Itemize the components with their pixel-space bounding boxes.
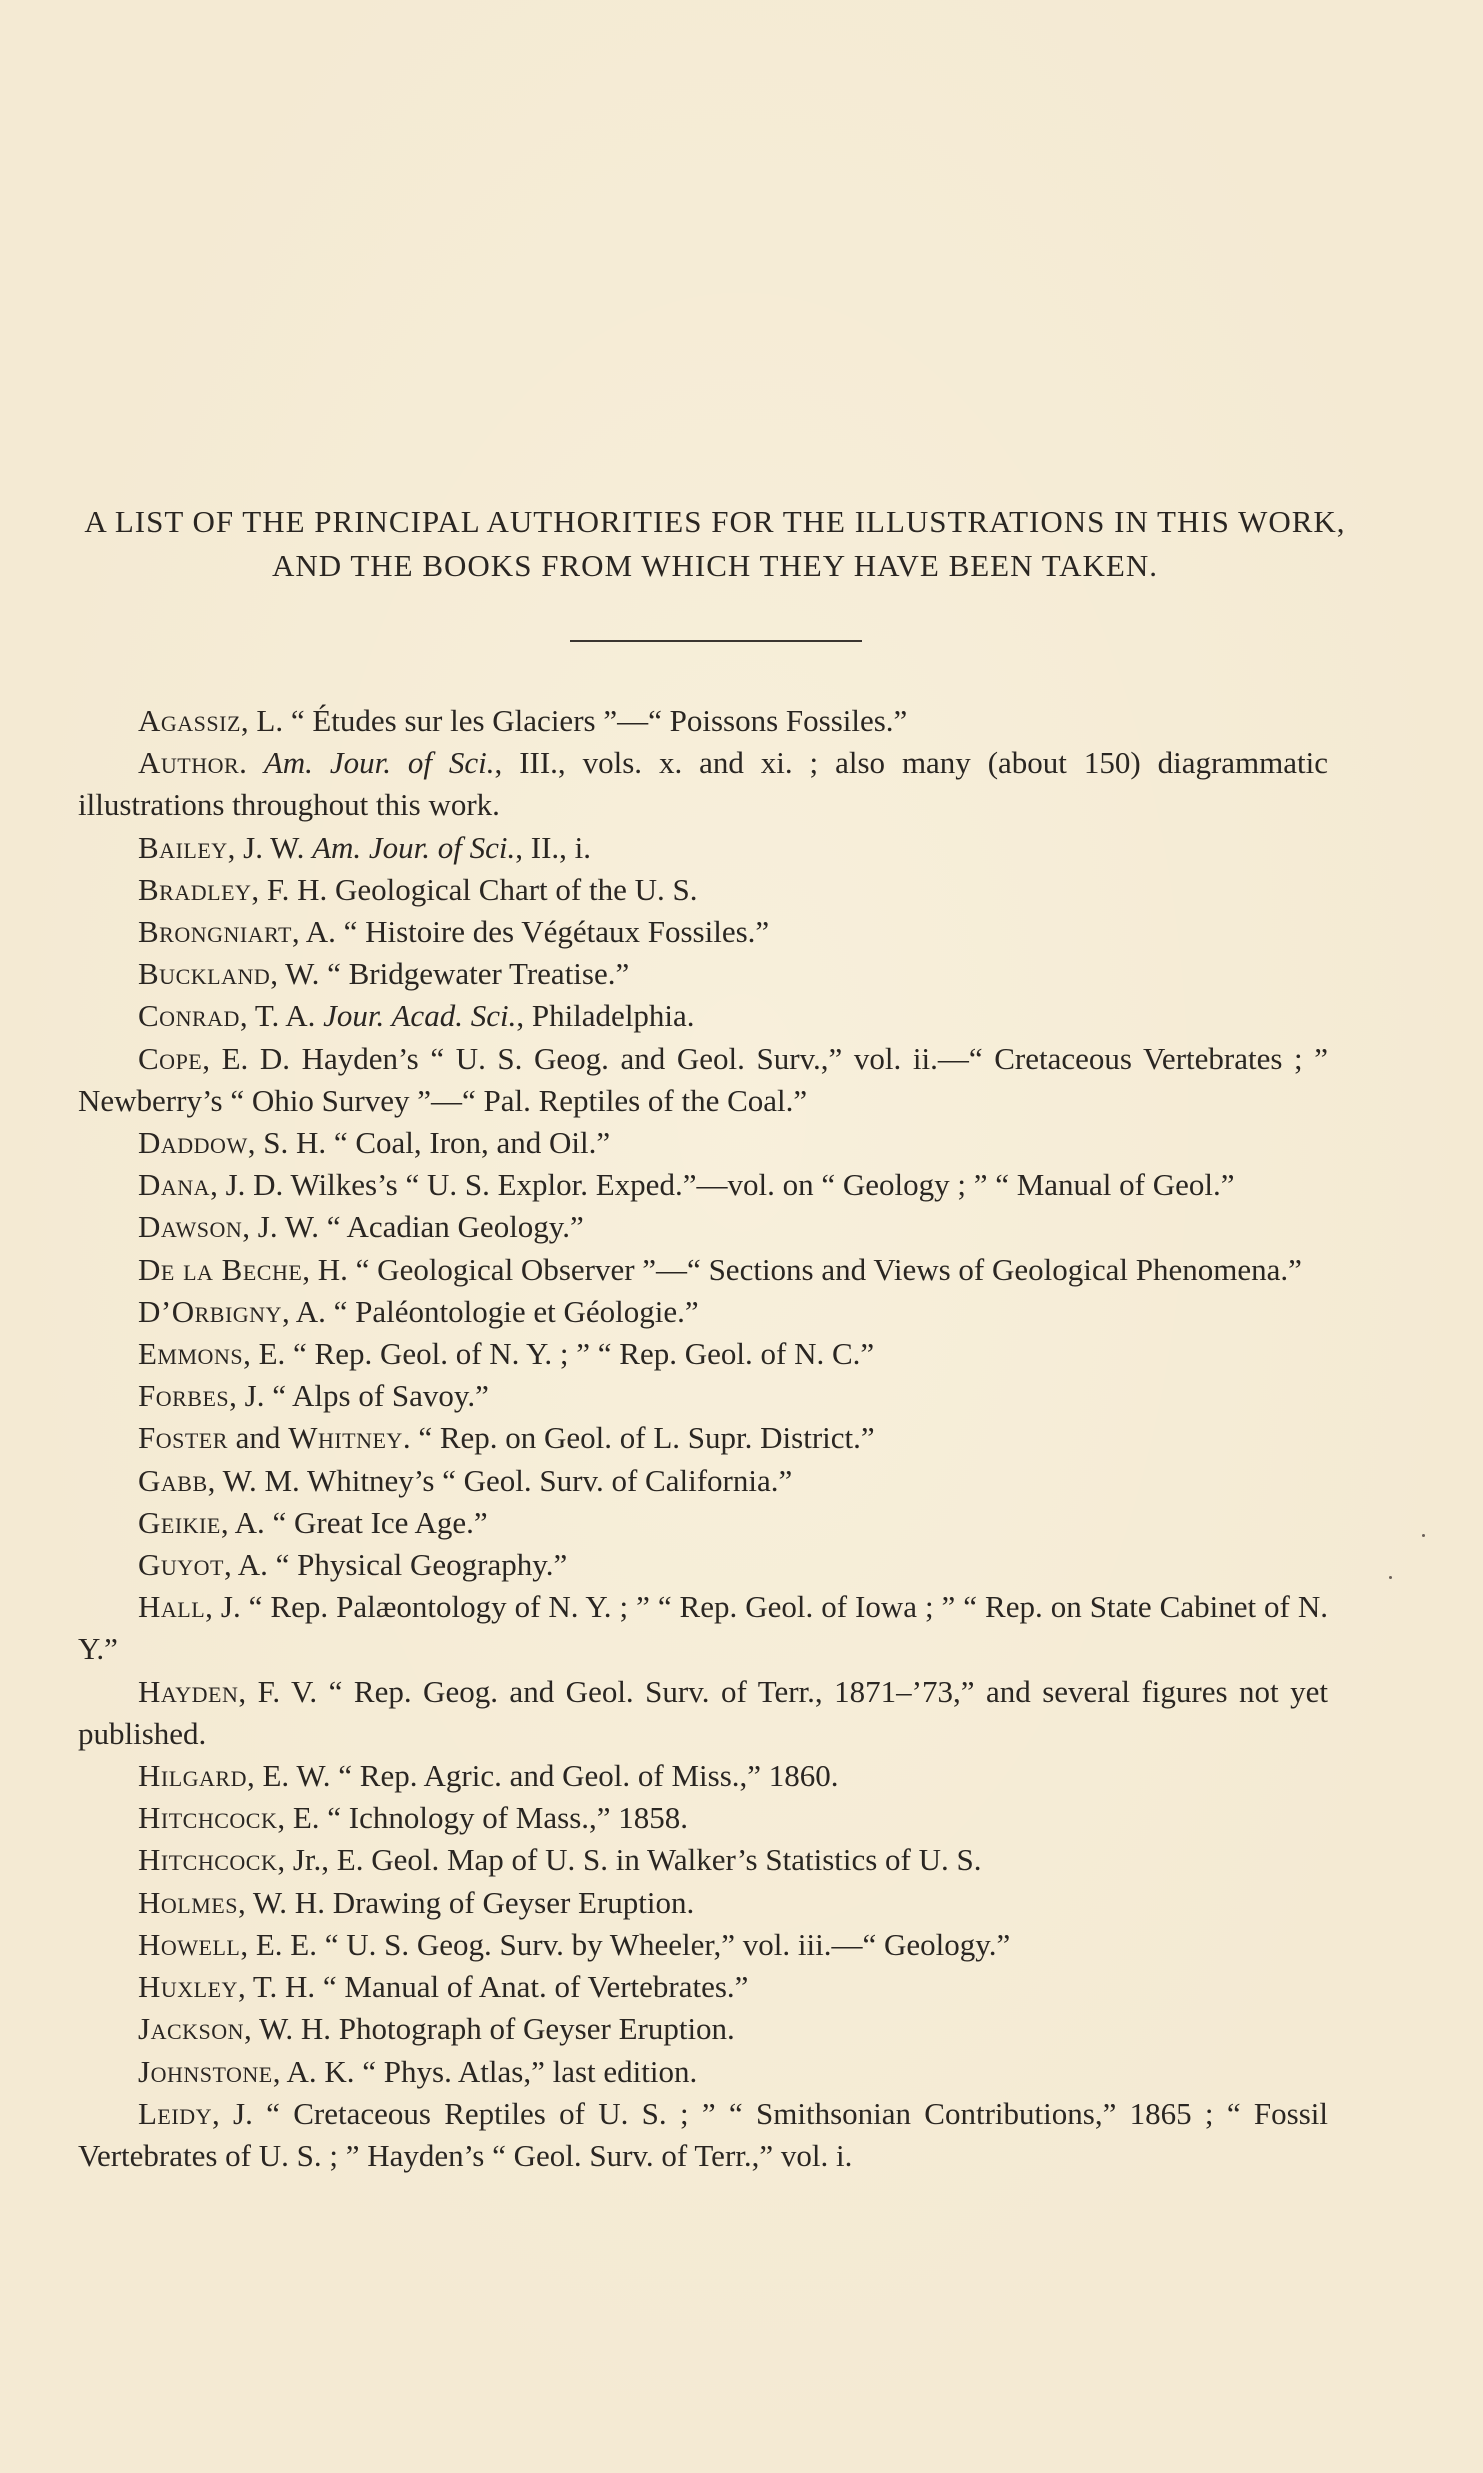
list-item: [78, 1122, 1328, 1164]
entry-text: , E. D. Hayden’s “ U. S. Geog. and Geol. Surv.,” vol. ii.—“ Cretaceous Vertebrates ; ” Newberry’s “ Ohio Survey ”—“ Pal. Reptiles of the Coal.”: [78, 1040, 1328, 1118]
entry-text: , A. “ Great Ice Age.”: [220, 1504, 488, 1540]
journal-title: Am. Jour. of Sci.: [312, 829, 516, 865]
author-name: Dawson: [138, 1209, 243, 1245]
heading-line-2: AND THE BOOKS FROM WHICH THEY HAVE BEEN TAKEN.: [272, 548, 1158, 583]
list-item: [78, 1797, 1328, 1839]
author-name: Whitney: [288, 1420, 403, 1456]
list-item: [78, 1586, 1328, 1670]
entry-text: , T. H. “ Manual of Anat. of Vertebrates.”: [237, 1969, 749, 2005]
entry-text: . “ Rep. on Geol. of L. Supr. District.”: [402, 1420, 875, 1456]
author-name: Geikie: [138, 1504, 221, 1540]
author-name: Foster: [138, 1420, 228, 1456]
author-name: Bailey: [138, 829, 228, 865]
list-item: [78, 953, 1328, 995]
list-item: Author. Am. Jour. of Sci., III., vols. x. and xi. ; also many (about 150) diagrammatic illustrations throughout this work.: [78, 745, 1329, 823]
list-item: [78, 1249, 1328, 1291]
entry-text: , F. H. Geological Chart of the U. S.: [251, 871, 698, 907]
list-item: [78, 1924, 1328, 1966]
list-item: [78, 1291, 1328, 1333]
entry-text: , III., vols. x. and xi. ; also many (about 150) diagrammatic illustrations throughout this work.: [78, 745, 1329, 823]
author-name: Bradley: [138, 871, 252, 907]
list-item: [78, 1839, 1328, 1881]
author-name: De la Beche: [138, 1251, 303, 1287]
list-item: [78, 1544, 1328, 1586]
author-name: Author: [138, 745, 240, 781]
list-item: [78, 2051, 1328, 2093]
list-item: [78, 869, 1328, 911]
heading-line-1: A LIST OF THE PRINCIPAL AUTHORITIES FOR THE ILLUSTRATIONS IN THIS WORK,: [84, 504, 1346, 539]
list-item: [78, 700, 1328, 742]
list-item: [78, 1671, 1328, 1755]
entry-text: , J. W. “ Acadian Geology.”: [242, 1209, 584, 1245]
list-item: Bailey, J. W. Am. Jour. of Sci., II., i.: [138, 829, 592, 865]
entry-text: , J. “ Cretaceous Reptiles of U. S. ; ” “ Smithsonian Contributions,” 1865 ; “ Fossil Vertebrates of U. S. ; ” Hayden’s “ Geol. Surv. of Terr.,” vol. i.: [78, 2095, 1328, 2173]
entry-text: , E. W. “ Rep. Agric. and Geol. of Miss.,” 1860.: [247, 1758, 839, 1794]
entry-text: , W. M. Whitney’s “ Geol. Surv. of California.”: [207, 1462, 793, 1498]
entry-text: , E. “ Rep. Geol. of N. Y. ; ” “ Rep. Geol. of N. C.”: [243, 1336, 875, 1372]
entry-text: , J. “ Alps of Savoy.”: [229, 1378, 489, 1414]
entry-text: , A. “ Physical Geography.”: [224, 1547, 568, 1583]
author-name: Hitchcock: [138, 1800, 278, 1836]
heading-divider: [570, 640, 862, 642]
list-item: [78, 1460, 1328, 1502]
list-item: [78, 1038, 1328, 1122]
entry-text: , S. H. “ Coal, Iron, and Oil.”: [247, 1125, 611, 1161]
entry-text: , W. “ Bridgewater Treatise.”: [270, 956, 630, 992]
entry-text: , A. K. “ Phys. Atlas,” last edition.: [272, 2053, 698, 2089]
author-name: Howell: [138, 1926, 241, 1962]
entry-text: , E. “ Ichnology of Mass.,” 1858.: [277, 1800, 689, 1836]
author-name: Emmons: [138, 1336, 244, 1372]
list-item: [78, 1333, 1328, 1375]
entry-text: , E. E. “ U. S. Geog. Surv. by Wheeler,” vol. iii.—“ Geology.”: [240, 1926, 1011, 1962]
list-item: [78, 1966, 1328, 2008]
author-name: Brongniart: [138, 914, 292, 950]
list-item: [78, 911, 1328, 953]
list-item: Conrad, T. A. Jour. Acad. Sci., Philadelphia.: [138, 998, 695, 1034]
entry-text: , F. V. “ Rep. Geog. and Geol. Surv. of Terr., 1871–’73,” and several figures not yet published.: [78, 1673, 1328, 1751]
list-item: [78, 1206, 1328, 1248]
entry-text: , L. “ Études sur les Glaciers ”—“ Poissons Fossiles.”: [240, 703, 908, 738]
author-name: Johnstone: [138, 2053, 273, 2089]
entry-text: , Philadelphia.: [516, 998, 695, 1034]
journal-title: Jour. Acad. Sci.: [323, 998, 517, 1034]
entry-text: , J. “ Rep. Palæontology of N. Y. ; ” “ Rep. Geol. of Iowa ; ” “ Rep. on State Cabinet of N. Y.”: [78, 1589, 1328, 1667]
author-name: Hilgard: [138, 1758, 247, 1794]
authority-list: [78, 700, 1328, 2177]
author-name: Gabb: [138, 1462, 208, 1498]
author-name: Holmes: [138, 1884, 238, 1920]
author-name: Hitchcock: [138, 1842, 278, 1878]
author-name: Guyot: [138, 1547, 224, 1583]
entry-text: , W. H. Drawing of Geyser Eruption.: [237, 1884, 695, 1920]
paper-speck: [1389, 1576, 1392, 1579]
author-name: Jackson: [138, 2011, 245, 2047]
entry-text: , H. “ Geological Observer ”—“ Sections and Views of Geological Phenomena.”: [302, 1251, 1302, 1287]
author-name: Conrad: [138, 998, 240, 1034]
page-heading: [80, 500, 1350, 588]
author-name: Daddow: [138, 1125, 248, 1161]
entry-text: , A. “ Paléontologie et Géologie.”: [281, 1293, 699, 1329]
list-item: [78, 2093, 1328, 2177]
author-name: Hall: [138, 1589, 206, 1625]
author-name: Forbes: [138, 1378, 230, 1414]
author-name: Huxley: [138, 1969, 238, 2005]
author-name: Cope: [138, 1040, 203, 1076]
author-name: Buckland: [138, 956, 271, 992]
list-item: Foster and Whitney. “ Rep. on Geol. of L. Supr. District.”: [138, 1420, 875, 1456]
entry-text: , J. D. Wilkes’s “ U. S. Explor. Exped.”—vol. on “ Geology ; ” “ Manual of Geol.”: [210, 1167, 1235, 1203]
list-item: [78, 1375, 1328, 1417]
paper-speck: [1422, 1534, 1425, 1537]
list-item: [78, 1882, 1328, 1924]
author-name: Agassiz: [138, 703, 241, 738]
author-name: Leidy: [138, 2095, 212, 2131]
author-name: Hayden: [138, 1673, 239, 1709]
journal-title: Am. Jour. of Sci.: [263, 745, 495, 781]
list-item: [78, 1502, 1328, 1544]
entry-text: , A. “ Histoire des Végétaux Fossiles.”: [291, 914, 770, 950]
author-name: Dana: [138, 1167, 211, 1203]
list-item: [78, 2008, 1328, 2050]
list-item: [78, 1755, 1328, 1797]
entry-text: , II., i.: [515, 829, 592, 865]
list-item: [78, 1164, 1328, 1206]
entry-text: , W. H. Photograph of Geyser Eruption.: [244, 2011, 735, 2047]
author-name: D’Orbigny: [138, 1293, 282, 1329]
entry-text: , Jr., E. Geol. Map of U. S. in Walker’s Statistics of U. S.: [277, 1842, 982, 1878]
